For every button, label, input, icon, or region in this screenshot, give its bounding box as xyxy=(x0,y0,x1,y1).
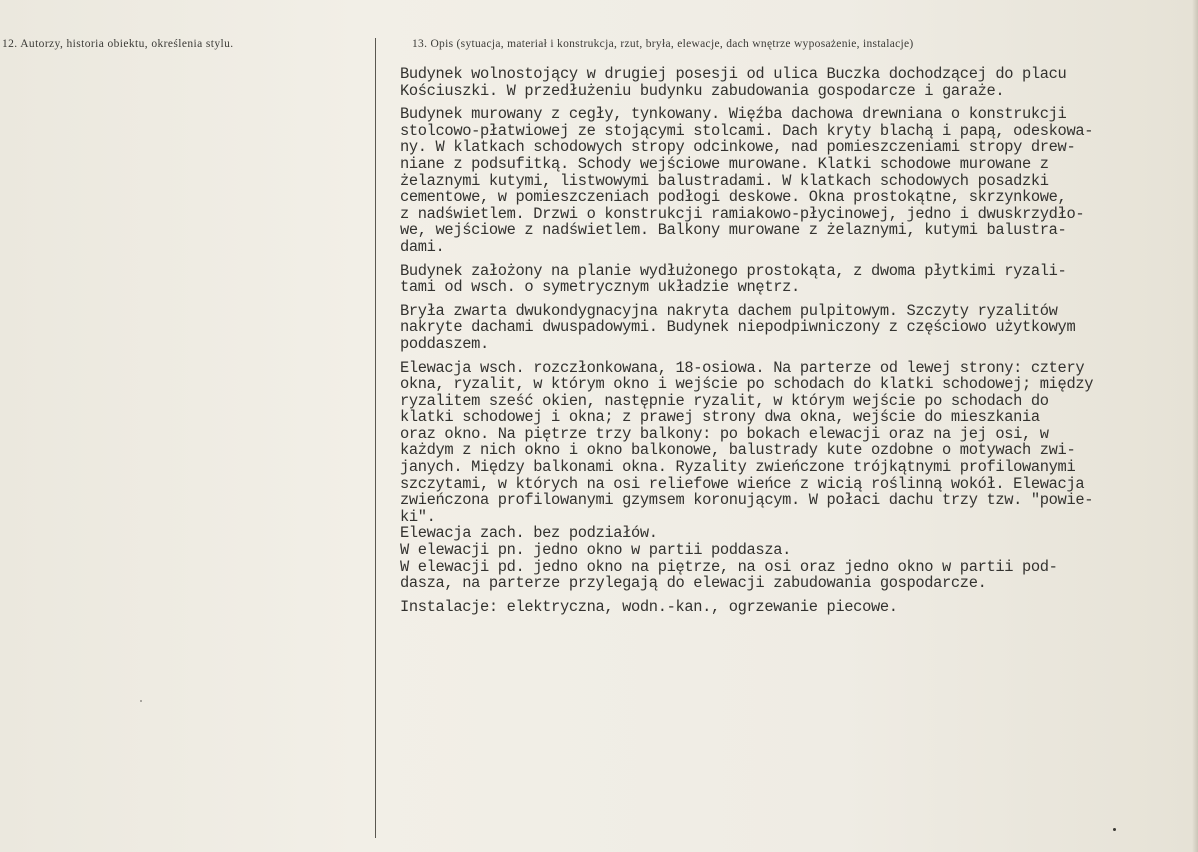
text-line: Instalacje: elektryczna, wodn.-kan., ogrzewanie piecowe. xyxy=(400,597,898,616)
paragraph-installations xyxy=(400,599,1190,616)
text-line: okna, ryzalit, w którym okno i wejście po schodach do klatki schodowej; między xyxy=(400,375,1094,394)
text-line: żelaznymi kutymi, listwowymi balustradami. W klatkach schodowych posadzki xyxy=(400,171,1049,190)
text-line: każdym z nich okno i okno balkonowe, balustrady kute ozdobne o motywach zwi- xyxy=(400,441,1076,460)
text-line: dasza, na parterze przylegają do elewacji zabudowania gospodarcze. xyxy=(400,574,987,593)
text-line: we, wejściowe z nadświetlem. Balkony murowane z żelaznymi, kutymi balustra- xyxy=(400,221,1067,240)
text-line: oraz okno. Na piętrze trzy balkony: po bokach elewacji oraz na jej osi, w xyxy=(400,424,1049,443)
text-line: niane z podsufitką. Schody wejściowe murowane. Klatki schodowe murowane z xyxy=(400,154,1049,173)
text-line: dami. xyxy=(400,237,445,256)
description-typed-text xyxy=(400,66,1190,615)
text-line: Budynek wolnostojący w drugiej posesji od ulica Buczka dochodzącej do placu xyxy=(400,65,1067,83)
text-line: klatki schodowej i okna; z prawej strony dwa okna, wejście do mieszkania xyxy=(400,408,1040,427)
text-line: Elewacja wsch. rozczłonkowana, 18-osiowa. Na parterze od lewej strony: cztery xyxy=(400,358,1085,377)
text-line: ryzalitem sześć okien, następnie ryzalit, w którym wejście po schodach do xyxy=(400,391,1049,410)
text-line: W elewacji pn. jedno okno w partii poddasza. xyxy=(400,541,791,560)
text-line: stolcowo-płatwiowej ze stojącymi stolcami. Dach kryty blachą i papą, odeskowa- xyxy=(400,121,1094,140)
paragraph-elevations xyxy=(400,360,1190,592)
text-line: Bryła zwarta dwukondygnacyjna nakryta dachem pulpitowym. Szczyty ryzalitów xyxy=(400,301,1058,320)
text-line: szczytami, w których na osi reliefowe wieńce z wicią roślinną wokół. Elewacja xyxy=(400,474,1085,493)
paragraph-massing xyxy=(400,303,1190,353)
text-line: ki". xyxy=(400,507,436,526)
paragraph-materials-construction xyxy=(400,106,1190,255)
text-line: ny. W klatkach schodowych stropy odcinkowe, nad pomieszczeniami stropy drew- xyxy=(400,138,1076,157)
text-line: cementowe, w pomieszczeniach podłogi deskowe. Okna prostokątne, skrzynkowe, xyxy=(400,188,1067,207)
field-header-description: 13. Opis (sytuacja, materiał i konstrukcja, rzut, bryła, elewacje, dach wnętrze wyposażenie, instalacje) xyxy=(412,38,914,50)
text-line: z nadświetlem. Drzwi o konstrukcji ramiakowo-płycinowej, jedno i dwuskrzydło- xyxy=(400,204,1085,223)
text-line: Kościuszki. W przedłużeniu budynku zabudowania gospodarcze i garaże. xyxy=(400,81,1005,100)
text-line: Elewacja zach. bez podziałów. xyxy=(400,524,658,543)
text-line: janych. Między balkonami okna. Ryzality zwieńczone trójkątnymi profilowanymi xyxy=(400,458,1076,477)
page-edge-shadow xyxy=(1192,0,1198,852)
column-divider xyxy=(375,38,376,838)
text-line: W elewacji pd. jedno okno na piętrze, na osi oraz jedno okno w partii pod- xyxy=(400,557,1058,576)
text-line: poddaszem. xyxy=(400,334,489,353)
text-line: zwieńczona profilowanymi gzymsem koronującym. W połaci dachu trzy tzw. "powie- xyxy=(400,491,1094,510)
paragraph-plan xyxy=(400,263,1190,296)
field-header-authors-history: 12. Autorzy, historia obiektu, określenia stylu. xyxy=(2,38,234,50)
text-line: tami od wsch. o symetrycznym układzie wnętrz. xyxy=(400,278,800,297)
paragraph-location xyxy=(400,66,1190,99)
paper-speck xyxy=(140,700,142,702)
text-line: Budynek murowany z cegły, tynkowany. Więźba dachowa drewniana o konstrukcji xyxy=(400,105,1067,124)
text-line: Budynek założony na planie wydłużonego prostokąta, z dwoma płytkimi ryzali- xyxy=(400,261,1067,280)
paper-speck xyxy=(1113,828,1116,831)
text-line: nakryte dachami dwuspadowymi. Budynek niepodpiwniczony z częściowo użytkowym xyxy=(400,318,1076,337)
